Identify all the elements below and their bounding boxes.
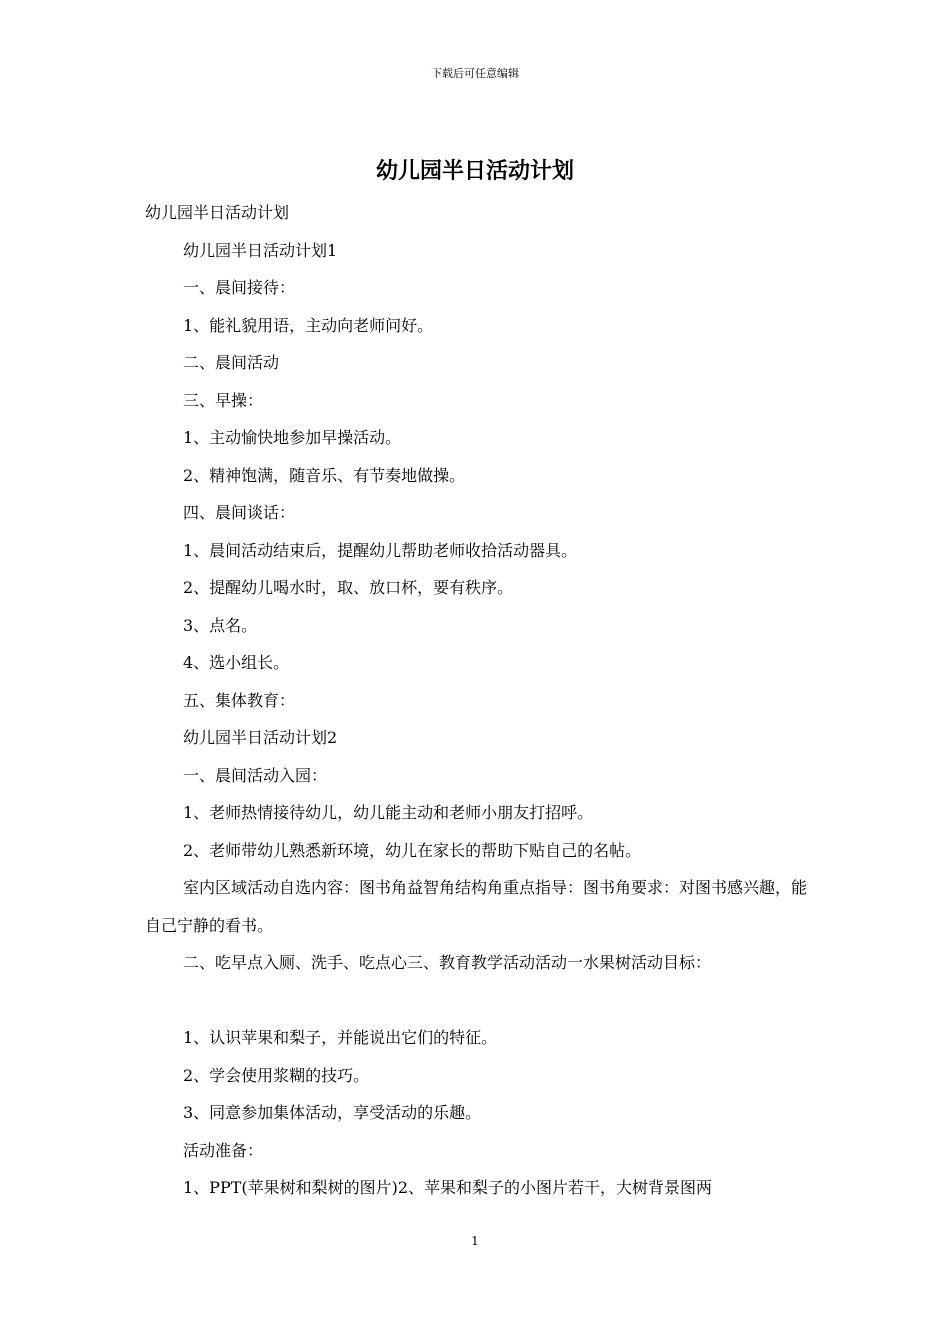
paragraph: 幼儿园半日活动计划 [145, 203, 290, 222]
paragraph: 一、晨间接待： [183, 278, 296, 297]
paragraph: 二、吃早点入厕、洗手、吃点心三、教育教学活动活动一水果树活动目标： [183, 953, 712, 972]
page-title: 幼儿园半日活动计划 [375, 158, 574, 184]
paragraph: 1、认识苹果和梨子，并能说出它们的特征。 [183, 1028, 498, 1047]
paragraph: 一、晨间活动入园： [183, 765, 328, 785]
page-header: 下载后可任意编辑 [431, 67, 519, 80]
document-body [145, 194, 810, 1207]
paragraph: 幼儿园半日活动计划1 [183, 240, 338, 260]
paragraph: 3、点名。 [183, 615, 258, 635]
paragraph: 3、同意参加集体活动，享受活动的乐趣。 [183, 1103, 482, 1122]
paragraph: 幼儿园半日活动计划2 [183, 728, 338, 747]
paragraph: 1、主动愉快地参加早操活动。 [183, 428, 402, 447]
paragraph: 二、晨间活动 [183, 353, 280, 372]
paragraph: 三、早操： [183, 390, 264, 410]
blank-line [145, 982, 810, 1020]
paragraph: 2、老师带幼儿熟悉新环境，幼儿在家长的帮助下贴自己的名帖。 [183, 840, 642, 860]
paragraph: 四、晨间谈话： [183, 503, 296, 522]
paragraph: 2、学会使用浆糊的技巧。 [183, 1065, 370, 1085]
page-number: 1 [471, 1234, 479, 1248]
paragraph: 2、精神饱满，随音乐、有节奏地做操。 [183, 465, 466, 485]
paragraph: 1、晨间活动结束后，提醒幼儿帮助老师收拾活动器具。 [183, 540, 578, 560]
paragraph: 五、集体教育： [183, 690, 296, 710]
paragraph: 2、提醒幼儿喝水时，取、放口杯，要有秩序。 [183, 578, 514, 597]
paragraph: 1、老师热情接待幼儿，幼儿能主动和老师小朋友打招呼。 [183, 803, 594, 822]
paragraph: 4、选小组长。 [183, 653, 290, 672]
paragraph: 1、能礼貌用语，主动向老师问好。 [183, 315, 434, 335]
paragraph: 室内区域活动自选内容：图书角益智角结构角重点指导：图书角要求：对图书感兴趣，能自己宁静的看书。 [145, 878, 808, 935]
paragraph: 活动准备： [183, 1140, 264, 1160]
paragraph: 1、PPT(苹果树和梨树的图片)2、苹果和梨子的小图片若干，大树背景图两 [183, 1178, 713, 1197]
